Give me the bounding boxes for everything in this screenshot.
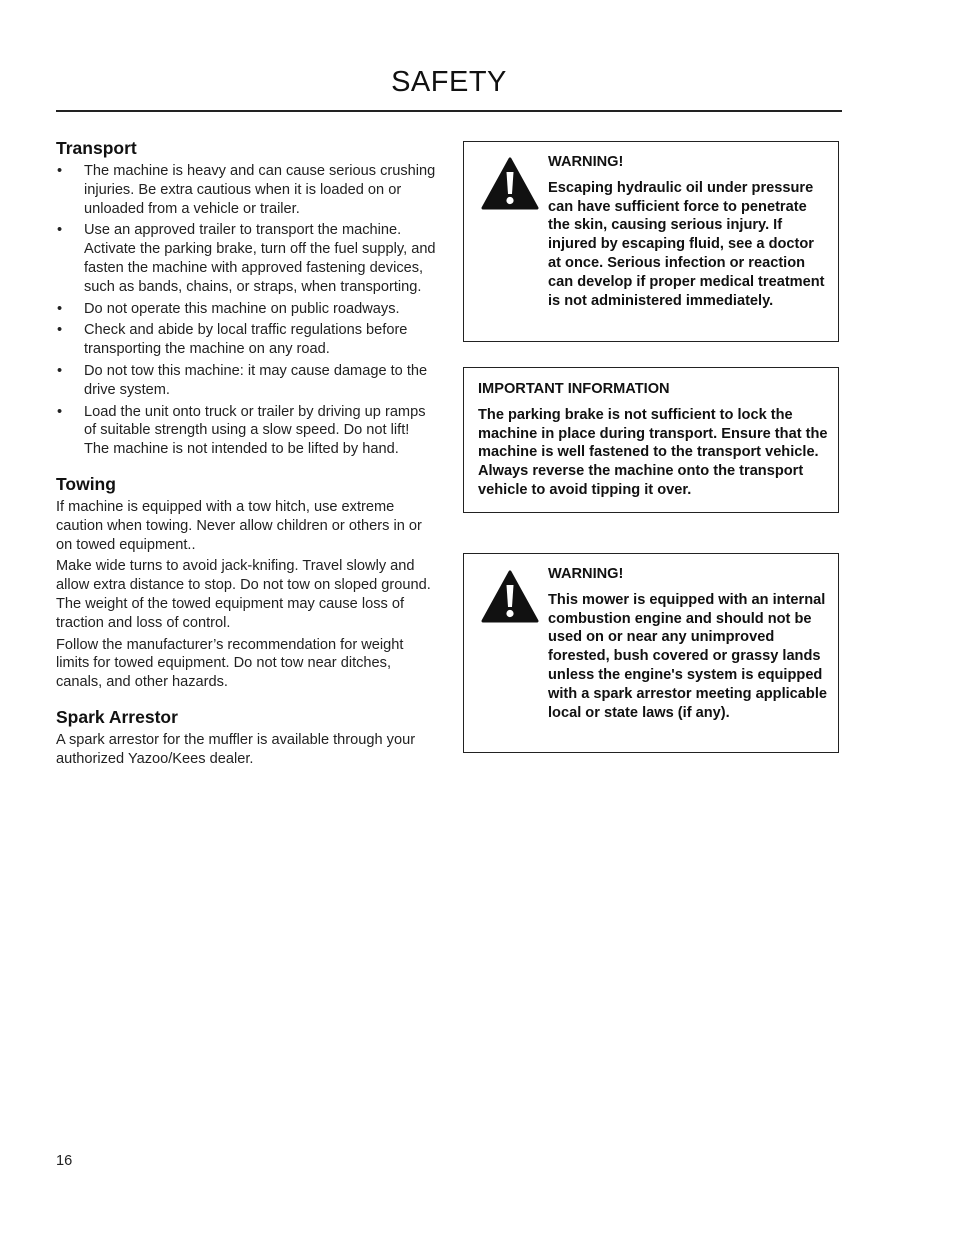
page-number: 16 [56, 1153, 73, 1169]
bullet-icon: • [57, 403, 63, 420]
list-item-text: Do not tow this machine: it may cause damage to the drive system. [84, 362, 428, 398]
important-heading: IMPORTANT INFORMATION [478, 381, 670, 397]
list-item [56, 162, 438, 218]
warning-content [548, 565, 830, 722]
bullet-icon: • [57, 300, 63, 317]
bullet-icon: • [57, 322, 63, 339]
list-item-text: Load the unit onto truck or trailer by driving up ramps of suitable strength using a slow speed. Do not lift! The machine is not intended to be lifted by hand. [84, 403, 426, 458]
title-divider [56, 110, 842, 112]
warning-box-hydraulic [463, 141, 839, 342]
towing-paragraph: Make wide turns to avoid jack-knifing. Travel slowly and allow extra distance to stop. Do not tow on sloped ground. The weight of the towed equipment may cause loss of traction and loss of control. [56, 558, 431, 631]
warning-heading: WARNING! [548, 154, 624, 170]
list-item-text: Do not operate this machine on public roadways. [84, 300, 400, 317]
warning-heading: WARNING! [548, 566, 624, 582]
left-column [56, 137, 438, 772]
important-text: The parking brake is not sufficient to lock the machine in place during transport. Ensure that the machine is well fastened to the transport vehicle. Always reverse the machine onto the transport vehicle to avoid tipping it over. [478, 406, 828, 498]
bullet-icon: • [57, 362, 63, 379]
page-title: SAFETY [391, 66, 507, 98]
warning-triangle-icon [481, 570, 539, 624]
towing-paragraph: If machine is equipped with a tow hitch, use extreme caution when towing. Never allow children or others in or on towed equipment.. [56, 498, 422, 553]
spark-arrestor-paragraph: A spark arrestor for the muffler is available through your authorized Yazoo/Kees dealer. [56, 731, 416, 767]
spark-arrestor-heading: Spark Arrestor [56, 706, 178, 727]
list-item [56, 300, 438, 319]
warning-content [548, 153, 830, 310]
warning-triangle-icon [481, 157, 539, 211]
list-item [56, 221, 438, 296]
list-item-text: Use an approved trailer to transport the machine. Activate the parking brake, turn off the fuel supply, and fasten the machine with approved fastening devices, such as bands, chains, or straps, when transporting. [84, 222, 436, 295]
list-item [56, 321, 438, 359]
warning-text: Escaping hydraulic oil under pressure can have sufficient force to penetrate the skin, causing serious injury. If injured by escaping fluid, see a doctor at once. Serious infection or reaction can develop if proper medical treatment is not administered immediately. [548, 179, 825, 309]
important-information-box [463, 367, 839, 513]
warning-text: This mower is equipped with an internal combustion engine and should not be used on or near any unimproved forested, bush covered or grassy lands unless the engine's system is equipped with a spark arrestor meeting applicable local or state laws (if any). [548, 591, 827, 721]
list-item-text: The machine is heavy and can cause serious crushing injuries. Be extra cautious when it is loaded on or unloaded from a vehicle or trailer. [84, 163, 436, 217]
important-content [478, 380, 834, 500]
list-item-text: Check and abide by local traffic regulations before transporting the machine on any road. [84, 322, 408, 358]
towing-heading: Towing [56, 473, 116, 494]
transport-heading: Transport [56, 138, 137, 158]
list-item [56, 403, 438, 459]
bullet-icon: • [57, 222, 63, 239]
transport-list [56, 162, 438, 459]
towing-paragraph: Follow the manufacturer’s recommendation for weight limits for towed equipment. Do not tow near ditches, canals, and other hazards. [56, 636, 404, 691]
warning-box-spark-arrestor [463, 553, 839, 753]
list-item [56, 362, 438, 400]
bullet-icon: • [57, 163, 63, 179]
